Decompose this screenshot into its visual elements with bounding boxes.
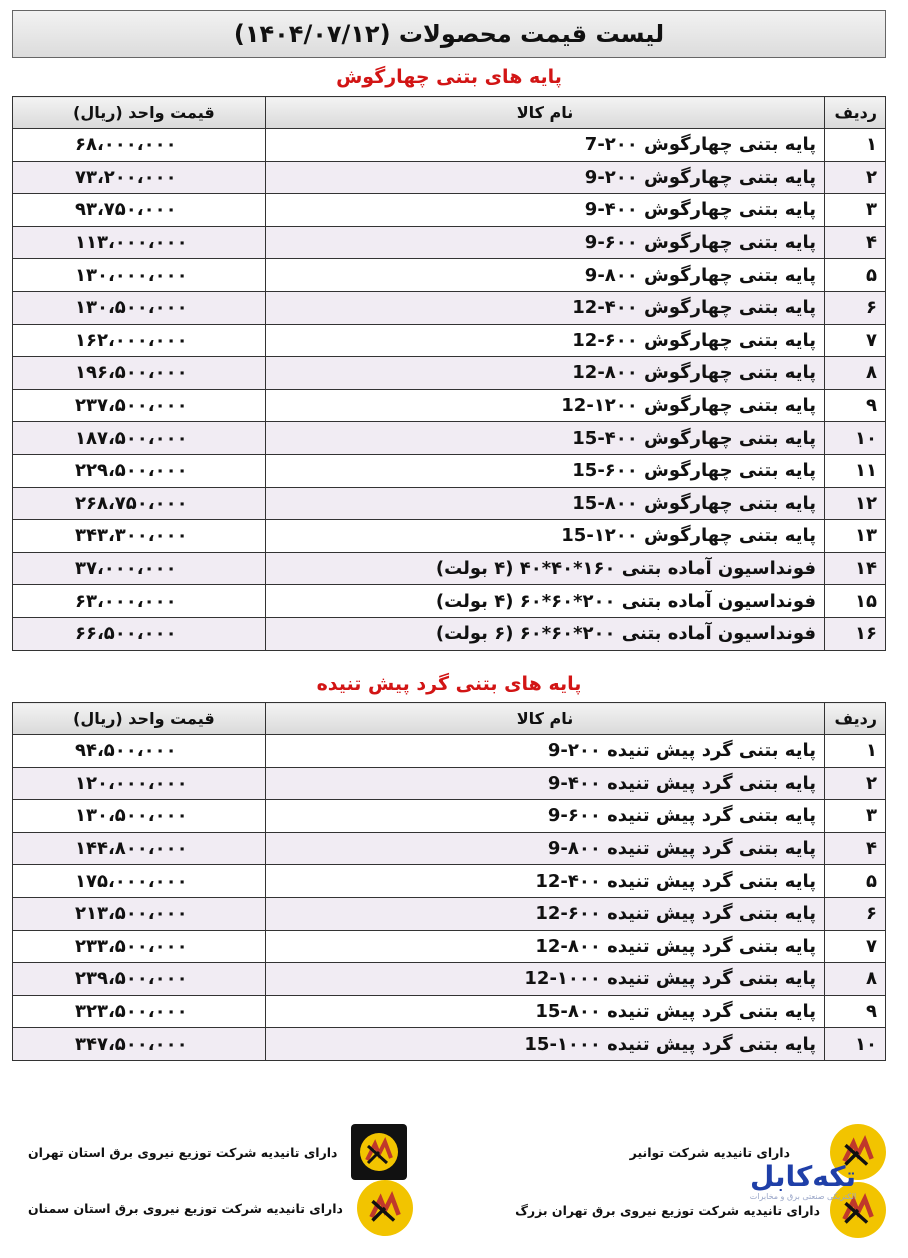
- unit-price: ۲۳۳،۵۰۰،۰۰۰: [13, 930, 266, 963]
- row-number: ۹: [825, 995, 886, 1028]
- unit-price: ۱۷۵،۰۰۰،۰۰۰: [13, 865, 266, 898]
- footer-text: دارای تانیدیه شرکت توزیع نیروی برق استان تهران: [28, 1144, 338, 1160]
- table-row: [13, 800, 886, 833]
- product-name: پایه بتنی چهارگوش ۱۲۰۰-12: [266, 389, 825, 422]
- header-unit-price: قیمت واحد (ریال): [13, 97, 266, 129]
- row-number: ۲: [825, 161, 886, 194]
- table-row: [13, 259, 886, 292]
- product-name: پایه بتنی گرد پیش تنیده ۲۰۰-9: [266, 735, 825, 768]
- row-number: ۵: [825, 865, 886, 898]
- section-title-square-poles: پایه های بتنی چهارگوش: [336, 66, 562, 88]
- product-name: پایه بتنی گرد پیش تنیده ۶۰۰-9: [266, 800, 825, 833]
- brand-subtitle: الکتریکی صنعتی برق و مخابرات: [749, 1192, 857, 1201]
- table-row: [13, 324, 886, 357]
- table-row: [13, 832, 886, 865]
- product-name: پایه بتنی چهارگوش ۸۰۰-12: [266, 357, 825, 390]
- section-title-round-poles: پایه های بتنی گرد پیش تنیده: [316, 673, 582, 695]
- product-name: پایه بتنی گرد پیش تنیده ۴۰۰-9: [266, 767, 825, 800]
- square-poles-table: [12, 96, 886, 651]
- footer-text: دارای تانیدیه شرکت توزیع نیروی برق استان سمنان: [28, 1200, 343, 1216]
- table-row: [13, 552, 886, 585]
- unit-price: ۱۸۷،۵۰۰،۰۰۰: [13, 422, 266, 455]
- product-name: فونداسیون آماده بتنی ۱۶۰*۴۰*۴۰ (۴ بولت): [266, 552, 825, 585]
- table-row: [13, 454, 886, 487]
- unit-price: ۱۴۴،۸۰۰،۰۰۰: [13, 832, 266, 865]
- row-number: ۱۰: [825, 422, 886, 455]
- unit-price: ۲۳۷،۵۰۰،۰۰۰: [13, 389, 266, 422]
- row-number: ۸: [825, 963, 886, 996]
- table-row: [13, 1028, 886, 1061]
- table-row: [13, 767, 886, 800]
- product-name: پایه بتنی گرد پیش تنیده ۶۰۰-12: [266, 897, 825, 930]
- table-row: [13, 617, 886, 650]
- product-name: پایه بتنی گرد پیش تنیده ۱۰۰۰-15: [266, 1028, 825, 1061]
- unit-price: ۱۶۲،۰۰۰،۰۰۰: [13, 324, 266, 357]
- table-row: [13, 389, 886, 422]
- row-number: ۱۲: [825, 487, 886, 520]
- header-product-name: نام کالا: [266, 97, 825, 129]
- product-name: پایه بتنی گرد پیش تنیده ۸۰۰-9: [266, 832, 825, 865]
- row-number: ۱۵: [825, 585, 886, 618]
- row-number: ۷: [825, 324, 886, 357]
- table-row: [13, 161, 886, 194]
- brand-name: تکه‌کابل: [749, 1160, 857, 1193]
- row-number: ۸: [825, 357, 886, 390]
- table-header: [13, 703, 886, 735]
- product-name: پایه بتنی چهارگوش ۱۲۰۰-15: [266, 520, 825, 553]
- row-number: ۱۰: [825, 1028, 886, 1061]
- product-name: پایه بتنی چهارگوش ۶۰۰-12: [266, 324, 825, 357]
- table-row: [13, 897, 886, 930]
- table-row: [13, 865, 886, 898]
- product-name: پایه بتنی چهارگوش ۶۰۰-15: [266, 454, 825, 487]
- product-name: پایه بتنی گرد پیش تنیده ۸۰۰-15: [266, 995, 825, 1028]
- row-number: ۱۶: [825, 617, 886, 650]
- footer-text: دارای تانیدیه شرکت توانیر: [629, 1144, 790, 1160]
- unit-price: ۳۴۳،۳۰۰،۰۰۰: [13, 520, 266, 553]
- row-number: ۱۱: [825, 454, 886, 487]
- unit-price: ۳۷،۰۰۰،۰۰۰: [13, 552, 266, 585]
- unit-price: ۱۳۰،۵۰۰،۰۰۰: [13, 291, 266, 324]
- product-name: فونداسیون آماده بتنی ۲۰۰*۶۰*۶۰ (۶ بولت): [266, 617, 825, 650]
- power-utility-logo-icon: [351, 1124, 407, 1180]
- row-number: ۴: [825, 832, 886, 865]
- unit-price: ۱۲۰،۰۰۰،۰۰۰: [13, 767, 266, 800]
- row-number: ۷: [825, 930, 886, 963]
- unit-price: ۲۱۳،۵۰۰،۰۰۰: [13, 897, 266, 930]
- table-row: [13, 487, 886, 520]
- row-number: ۱: [825, 129, 886, 162]
- row-number: ۱۳: [825, 520, 886, 553]
- table-row: [13, 291, 886, 324]
- table-row: [13, 357, 886, 390]
- footer-approval-semnan: [28, 1180, 413, 1236]
- header-unit-price: قیمت واحد (ریال): [13, 703, 266, 735]
- product-name: فونداسیون آماده بتنی ۲۰۰*۶۰*۶۰ (۴ بولت): [266, 585, 825, 618]
- brand-watermark: [728, 1162, 878, 1210]
- unit-price: ۱۳۰،۵۰۰،۰۰۰: [13, 800, 266, 833]
- table-row: [13, 585, 886, 618]
- header-row-number: ردیف: [825, 97, 886, 129]
- table-row: [13, 194, 886, 227]
- footer-text: دارای تانیدیه شرکت توزیع نیروی برق تهران بزرگ: [515, 1202, 820, 1218]
- unit-price: ۲۶۸،۷۵۰،۰۰۰: [13, 487, 266, 520]
- table-row: [13, 995, 886, 1028]
- table-row: [13, 129, 886, 162]
- product-name: پایه بتنی چهارگوش ۸۰۰-15: [266, 487, 825, 520]
- page-title: لیست قیمت محصولات (۱۴۰۴/۰۷/۱۲): [12, 10, 886, 58]
- table-row: [13, 422, 886, 455]
- row-number: ۶: [825, 291, 886, 324]
- unit-price: ۳۲۳،۵۰۰،۰۰۰: [13, 995, 266, 1028]
- table-row: [13, 520, 886, 553]
- unit-price: ۱۹۶،۵۰۰،۰۰۰: [13, 357, 266, 390]
- product-name: پایه بتنی چهارگوش ۶۰۰-9: [266, 226, 825, 259]
- header-product-name: نام کالا: [266, 703, 825, 735]
- unit-price: ۹۴،۵۰۰،۰۰۰: [13, 735, 266, 768]
- unit-price: ۶۶،۵۰۰،۰۰۰: [13, 617, 266, 650]
- power-utility-logo-icon: [357, 1180, 413, 1236]
- product-name: پایه بتنی چهارگوش ۸۰۰-9: [266, 259, 825, 292]
- table-row: [13, 735, 886, 768]
- row-number: ۵: [825, 259, 886, 292]
- product-name: پایه بتنی چهارگوش ۲۰۰-7: [266, 129, 825, 162]
- product-name: پایه بتنی چهارگوش ۴۰۰-15: [266, 422, 825, 455]
- unit-price: ۹۳،۷۵۰،۰۰۰: [13, 194, 266, 227]
- unit-price: ۲۲۹،۵۰۰،۰۰۰: [13, 454, 266, 487]
- table-row: [13, 226, 886, 259]
- row-number: ۲: [825, 767, 886, 800]
- unit-price: ۲۳۹،۵۰۰،۰۰۰: [13, 963, 266, 996]
- unit-price: ۱۳۰،۰۰۰،۰۰۰: [13, 259, 266, 292]
- product-name: پایه بتنی گرد پیش تنیده ۱۰۰۰-12: [266, 963, 825, 996]
- unit-price: ۶۸،۰۰۰،۰۰۰: [13, 129, 266, 162]
- unit-price: ۷۳،۲۰۰،۰۰۰: [13, 161, 266, 194]
- row-number: ۹: [825, 389, 886, 422]
- product-name: پایه بتنی گرد پیش تنیده ۴۰۰-12: [266, 865, 825, 898]
- row-number: ۳: [825, 194, 886, 227]
- row-number: ۶: [825, 897, 886, 930]
- product-name: پایه بتنی گرد پیش تنیده ۸۰۰-12: [266, 930, 825, 963]
- product-name: پایه بتنی چهارگوش ۴۰۰-9: [266, 194, 825, 227]
- header-row-number: ردیف: [825, 703, 886, 735]
- table-header: [13, 97, 886, 129]
- round-poles-table: [12, 702, 886, 1061]
- unit-price: ۶۳،۰۰۰،۰۰۰: [13, 585, 266, 618]
- product-name: پایه بتنی چهارگوش ۴۰۰-12: [266, 291, 825, 324]
- row-number: ۱۴: [825, 552, 886, 585]
- table-row: [13, 963, 886, 996]
- row-number: ۳: [825, 800, 886, 833]
- row-number: ۱: [825, 735, 886, 768]
- unit-price: ۱۱۳،۰۰۰،۰۰۰: [13, 226, 266, 259]
- footer-approval-tehran-province: [28, 1124, 407, 1180]
- table-row: [13, 930, 886, 963]
- row-number: ۴: [825, 226, 886, 259]
- product-name: پایه بتنی چهارگوش ۲۰۰-9: [266, 161, 825, 194]
- unit-price: ۳۴۷،۵۰۰،۰۰۰: [13, 1028, 266, 1061]
